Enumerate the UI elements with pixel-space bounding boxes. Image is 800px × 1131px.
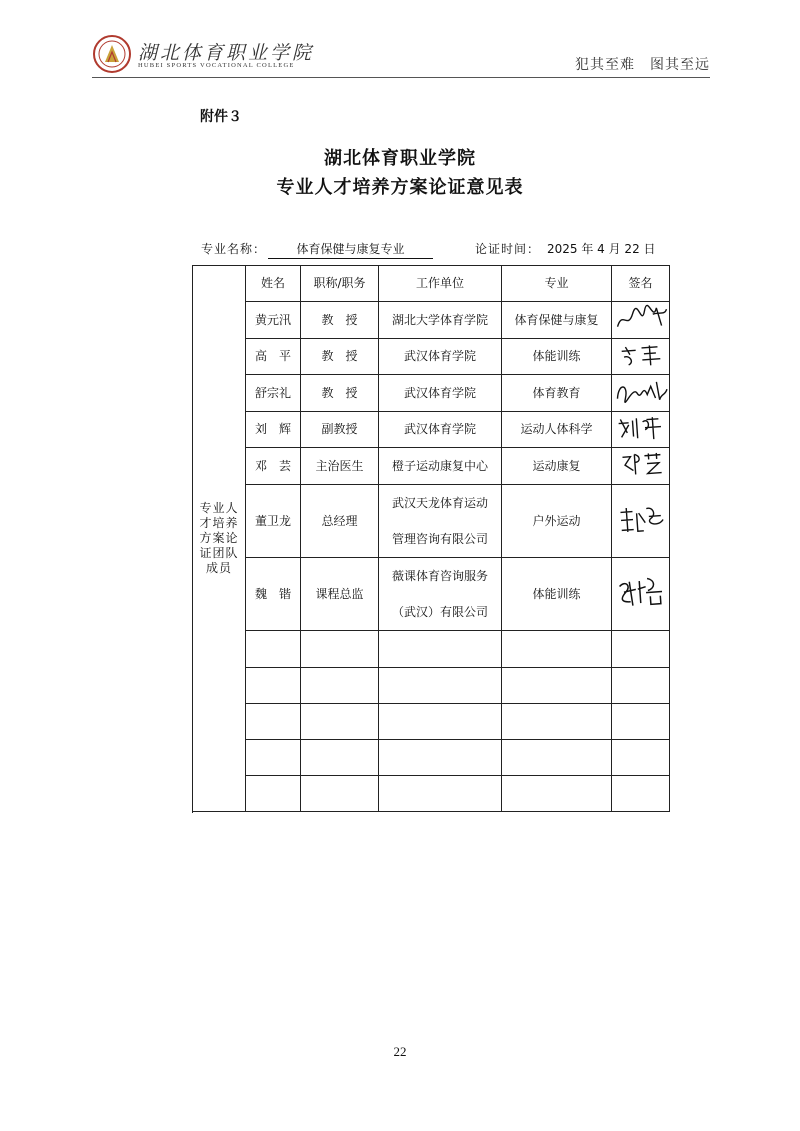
- member-unit: 橙子运动康复中心: [379, 448, 502, 485]
- page-header: [92, 34, 710, 76]
- table-row: [193, 412, 670, 448]
- college-name-cn: 湖北体育职业学院: [138, 42, 315, 64]
- time-label: 论证时间：: [475, 242, 541, 256]
- empty-row: [193, 668, 670, 704]
- side-label-cell: [193, 266, 246, 812]
- member-title: 教 授: [301, 375, 379, 412]
- member-title: 副教授: [301, 412, 379, 448]
- member-name: 高 平: [246, 339, 301, 375]
- handwritten-signature: [612, 301, 670, 335]
- table-row: [193, 448, 670, 485]
- member-unit-line1: 武汉天龙体育运动: [379, 485, 502, 522]
- header-name: 姓名: [246, 266, 301, 302]
- header-slogan: 犯其至难 图其至远: [575, 57, 710, 73]
- form-meta: [201, 240, 671, 260]
- college-logo: [92, 34, 132, 74]
- empty-row: [193, 740, 670, 776]
- table-row: [193, 302, 670, 339]
- handwritten-signature: [612, 375, 670, 407]
- form-title-line1: 湖北体育职业学院: [324, 148, 476, 169]
- page-number: 22: [393, 1044, 407, 1059]
- member-signature: [612, 375, 670, 412]
- table-header-row: [193, 266, 670, 302]
- member-major: 运动人体科学: [502, 412, 612, 448]
- member-title: 总经理: [301, 485, 379, 558]
- handwritten-signature: [614, 412, 668, 444]
- member-name: 舒宗礼: [246, 375, 301, 412]
- member-unit: 武汉体育学院: [379, 412, 502, 448]
- member-signature: [612, 302, 670, 339]
- attachment-label: 附件３: [200, 109, 242, 125]
- empty-row: [193, 704, 670, 740]
- form-title-line2: 专业人才培养方案论证意见表: [276, 177, 524, 198]
- member-name: 董卫龙: [246, 485, 301, 558]
- college-name-en: HUBEI SPORTS VOCATIONAL COLLEGE: [138, 62, 295, 69]
- member-major: 体育保健与康复: [502, 302, 612, 339]
- header-signature: 签名: [612, 266, 670, 302]
- header-divider: [92, 77, 710, 78]
- handwritten-signature: [615, 501, 665, 536]
- header-unit: 工作单位: [379, 266, 502, 302]
- member-title: 教 授: [301, 339, 379, 375]
- member-major: 户外运动: [502, 485, 612, 558]
- member-name: 刘 辉: [246, 412, 301, 448]
- empty-row: [193, 631, 670, 668]
- table-row: [193, 339, 670, 375]
- member-name: 黄元汛: [246, 302, 301, 339]
- handwritten-signature: [614, 573, 666, 610]
- header-title: 职称/职务: [301, 266, 379, 302]
- table-row: [193, 375, 670, 412]
- header-major: 专业: [502, 266, 612, 302]
- member-name: 邓 芸: [246, 448, 301, 485]
- member-unit: 武汉体育学院: [379, 339, 502, 375]
- member-unit-line1: 薇课体育咨询服务: [379, 558, 502, 595]
- major-label: 专业名称：: [201, 242, 267, 256]
- member-signature: [612, 558, 670, 631]
- table-row: [193, 558, 670, 595]
- member-title: 课程总监: [301, 558, 379, 631]
- member-unit: 武汉体育学院: [379, 375, 502, 412]
- member-title: 教 授: [301, 302, 379, 339]
- member-signature: [612, 485, 670, 558]
- member-major: 体能训练: [502, 558, 612, 631]
- handwritten-signature: [616, 448, 666, 479]
- member-signature: [612, 448, 670, 485]
- member-unit-line2: （武汉）有限公司: [379, 595, 502, 631]
- member-major: 运动康复: [502, 448, 612, 485]
- member-unit-line2: 管理咨询有限公司: [379, 522, 502, 558]
- member-table: [192, 265, 670, 812]
- major-value: 体育保健与康复专业: [268, 240, 433, 259]
- table-row: [193, 485, 670, 522]
- handwritten-signature: [615, 340, 667, 369]
- member-unit: 湖北大学体育学院: [379, 302, 502, 339]
- time-value: 2025 年 4 月 22 日: [547, 242, 656, 256]
- member-title: 主治医生: [301, 448, 379, 485]
- side-label: 专业人才培养方案论证团队成员: [199, 501, 239, 575]
- member-signature: [612, 412, 670, 448]
- member-name: 魏 锴: [246, 558, 301, 631]
- member-major: 体育教育: [502, 375, 612, 412]
- member-major: 体能训练: [502, 339, 612, 375]
- member-signature: [612, 339, 670, 375]
- empty-row: [193, 776, 670, 812]
